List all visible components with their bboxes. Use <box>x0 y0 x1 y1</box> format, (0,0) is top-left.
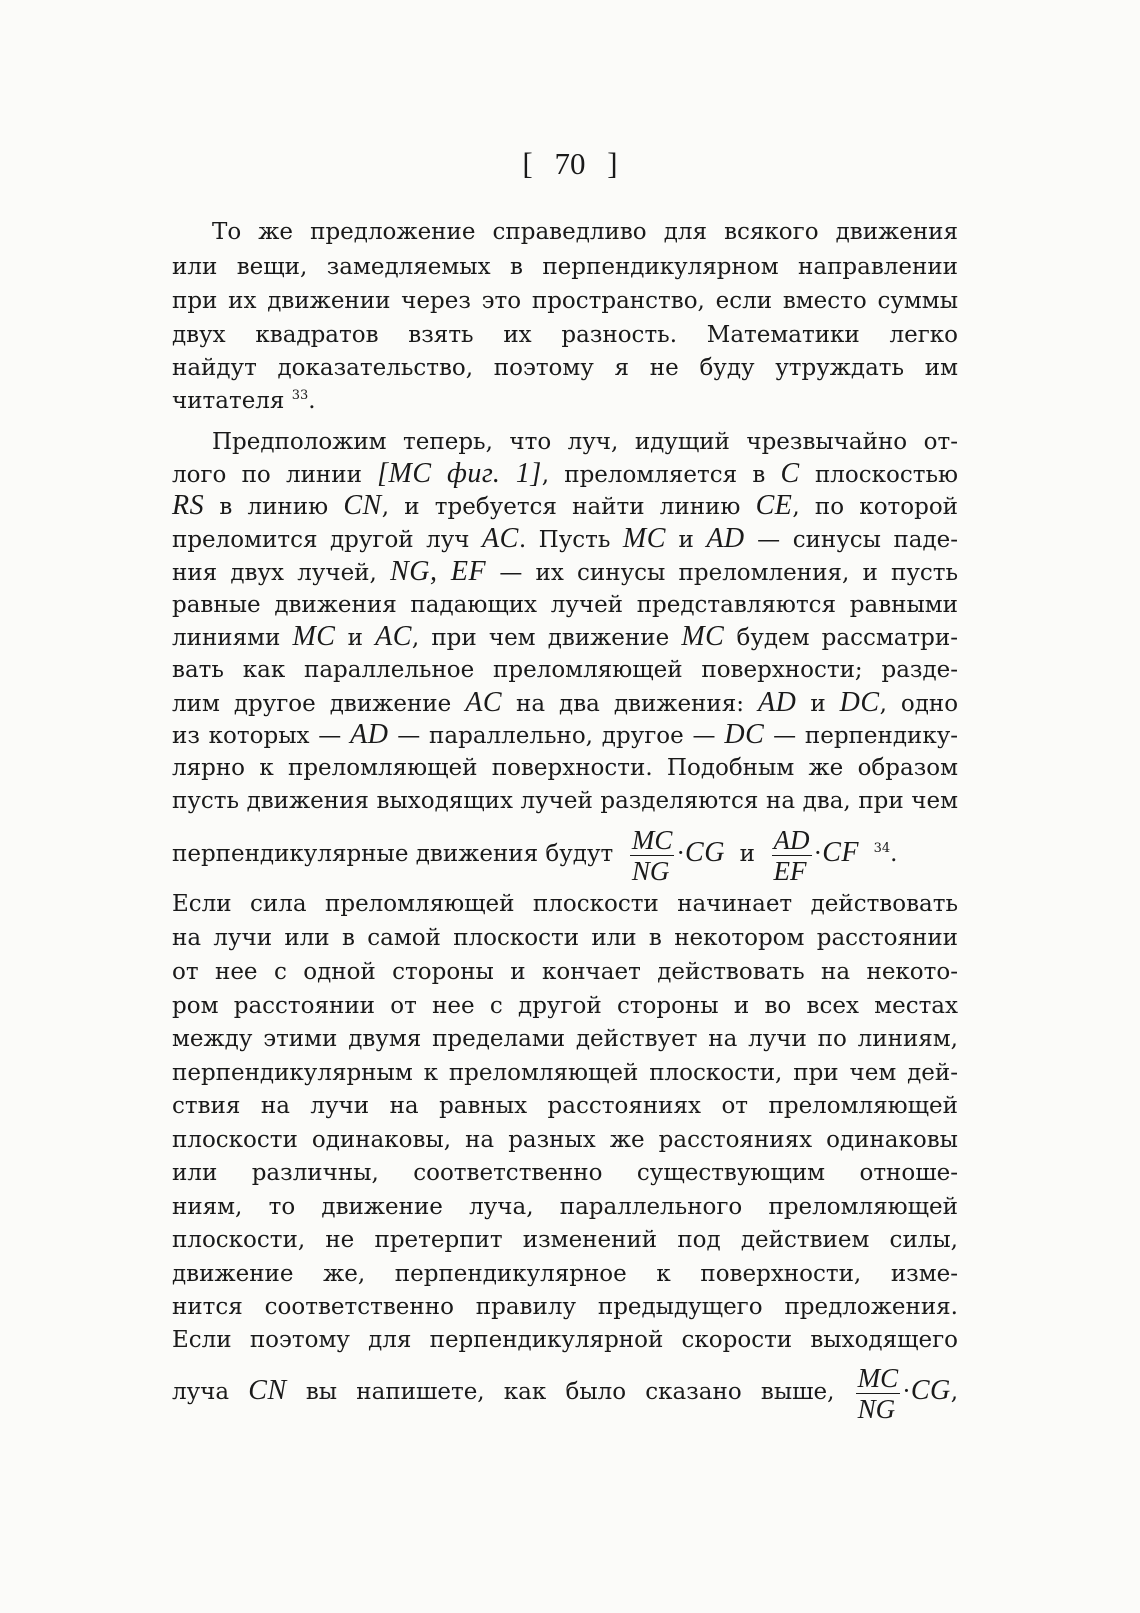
figure-reference: [MC фиг. 1] <box>377 458 542 489</box>
footnote-marker-34: 34 <box>873 841 891 856</box>
formula-line: перпендикулярные движения будут $\frac{MC}{NG}$ ·CG и $\frac{AD}{EF}$ ·CF $^{34}$. <box>172 824 898 886</box>
fraction-mc-ng: $\frac{MC}{NG}$ <box>857 1362 899 1424</box>
text-line: Если поэтому для перпендикулярной скорости выходящего <box>172 1327 958 1353</box>
text-line: перпендикулярным к преломляющей плоскости, при чем дей- <box>172 1060 958 1086</box>
text-line: от нее с одной стороны и кончает действовать на некото- <box>172 959 958 985</box>
text-line: RS в линию CN, и требуется найти линию CE, по которой <box>172 490 959 521</box>
text-line: Если сила преломляющей плоскости начинает действовать <box>172 891 958 917</box>
text-line: нится соответственно правилу предыдущего предложения. <box>172 1294 958 1320</box>
text-line: ствия на лучи на равных расстояниях от преломляющей <box>172 1093 958 1119</box>
text-line: То же предложение справедливо для всякого движения <box>212 219 958 245</box>
text-line: или вещи, замедляемых в перпендикулярном направлении <box>172 254 958 280</box>
text-line: из которых — AD — параллельно, другое — DC — перпендику- <box>172 719 958 750</box>
text-line: лим другое движение AC на два движения: AD и DC, одно <box>172 687 959 718</box>
footnote-marker-33: 33 <box>291 388 309 403</box>
text-line: ниям, то движение луча, параллельного преломляющей <box>172 1194 958 1220</box>
text-line: ния двух лучей, NG, EF — их синусы преломления, и пусть <box>172 556 959 587</box>
text-line: читателя $^{33}$. <box>172 388 316 414</box>
formula-line: луча CN вы напишете, как было сказано выше, $\frac{MC}{NG}$ ·CG, <box>172 1362 959 1424</box>
fraction-mc-ng: $\frac{MC}{NG}$ <box>631 824 673 886</box>
text-line: линиями MC и AC, при чем движение MC будем рассматри- <box>172 621 958 652</box>
text-line: вать как параллельное преломляющей поверхности; разде- <box>172 657 958 683</box>
text-line: движение же, перпендикулярное к поверхности, изме- <box>172 1261 958 1287</box>
text-line: ром расстоянии от нее с другой стороны и во всех местах <box>172 993 958 1019</box>
page-number: [ 70 ] <box>522 146 618 181</box>
text-line: двух квадратов взять их разность. Математики легко <box>172 322 958 348</box>
text-line: найдут доказательство, поэтому я не буду утруждать им <box>172 355 958 381</box>
text-line: или различны, соответственно существующим отноше- <box>172 1160 958 1186</box>
text-line: плоскости одинаковы, на разных же расстояниях одинаковы <box>172 1127 958 1153</box>
text-line: лого по линии [MC фиг. 1], преломляется в C плоскостью <box>172 458 958 489</box>
text-line: преломится другой луч AC. Пусть MC и AD — синусы паде- <box>172 523 959 554</box>
text-line: равные движения падающих лучей представляются равными <box>172 592 958 618</box>
text-line: Предположим теперь, что луч, идущий чрезвычайно от- <box>212 429 958 455</box>
text-line: пусть движения выходящих лучей разделяются на два, при чем <box>172 788 958 814</box>
text-line: на лучи или в самой плоскости или в некотором расстоянии <box>172 925 958 951</box>
text-line: лярно к преломляющей поверхности. Подобным же образом <box>172 755 958 781</box>
text-line: плоскости, не претерпит изменений под действием силы, <box>172 1227 958 1253</box>
text-line: между этими двумя пределами действует на лучи по линиям, <box>172 1026 958 1052</box>
fraction-ad-ef: $\frac{AD}{EF}$ <box>773 824 810 886</box>
text-line: при их движении через это пространство, если вместо суммы <box>172 288 958 314</box>
